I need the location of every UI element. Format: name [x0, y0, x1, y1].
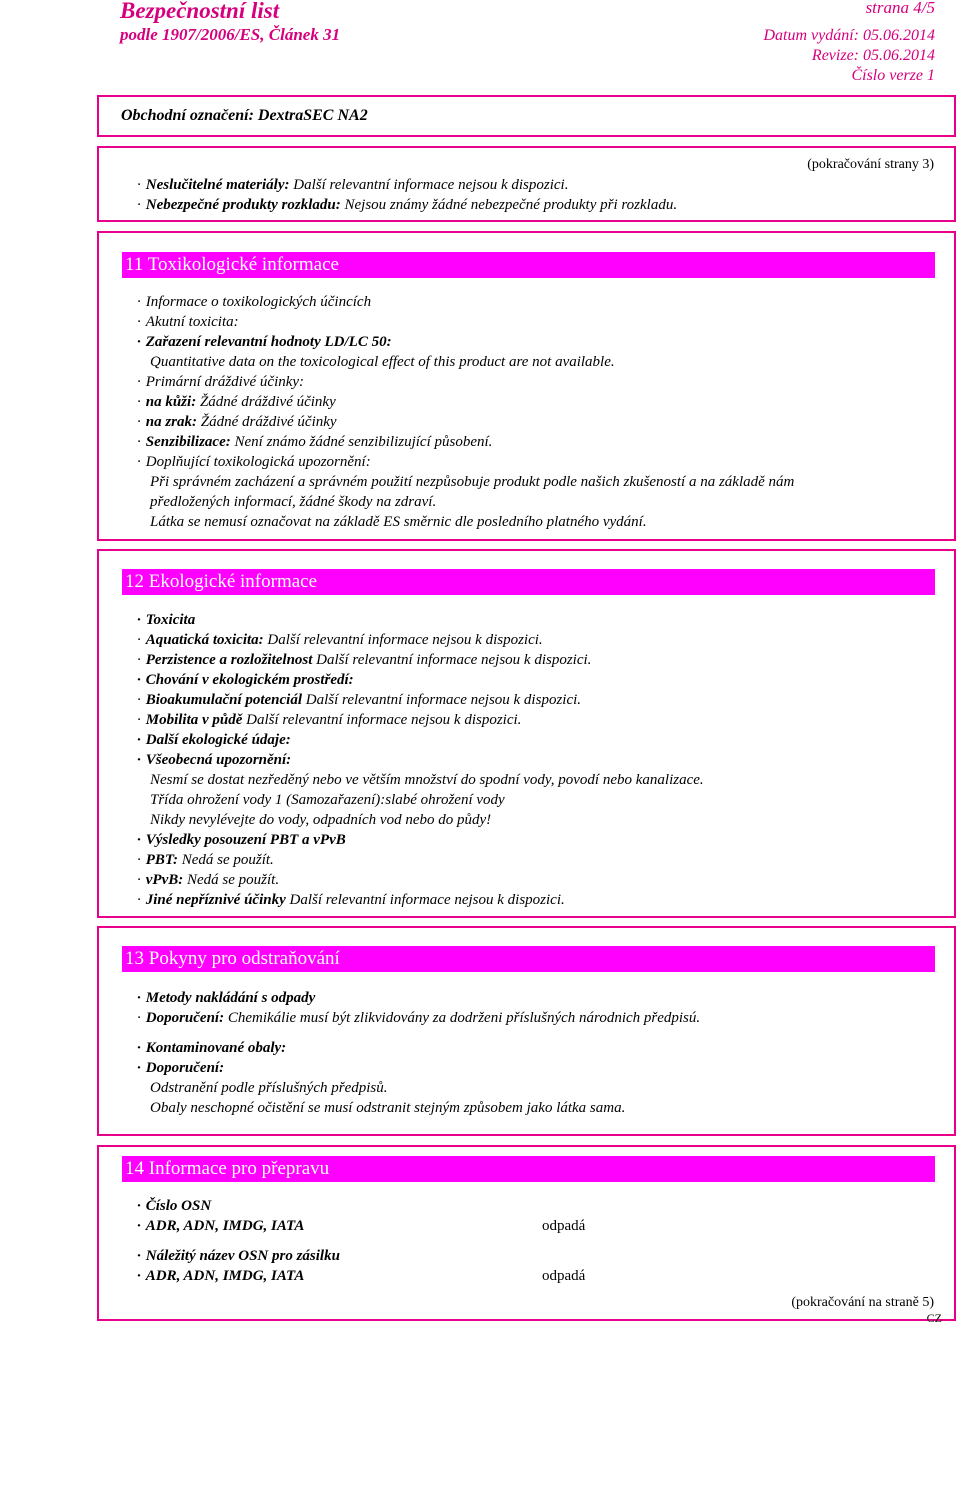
- pbt-vpvb-heading: · Výsledky posouzení PBT a vPvB: [137, 830, 346, 850]
- eye-line: · na zrak: Žádné dráždivé účinky: [137, 412, 337, 432]
- shipping-name-value: odpadá: [542, 1268, 586, 1284]
- general-notes-text-2: Třída ohrožení vody 1 (Samozařazení):slabé ohrožení vody: [150, 792, 505, 808]
- skin-line: · na kůži: Žádné dráždivé účinky: [137, 392, 336, 412]
- general-notes-text-1: Nesmí se dostat nezředěný nebo ve větším množství do spodní vody, povodí nebo kanalizace.: [150, 772, 704, 788]
- section-11-title: 11 Toxikologické informace: [122, 252, 935, 278]
- section-13-title: 13 Pokyny pro odstraňování: [122, 946, 935, 972]
- additional-tox-text-2: předložených informací, žádné škody na zdraví.: [150, 494, 437, 510]
- continuation-box: [97, 146, 956, 222]
- general-notes-heading: · Všeobecná upozornění:: [137, 750, 291, 770]
- shipping-name-heading: · Náležitý název OSN pro zásilku: [137, 1246, 340, 1266]
- pbt-line: · PBT: Nedá se použít.: [137, 850, 274, 870]
- section-12: [97, 549, 956, 918]
- section-13: [97, 926, 956, 1136]
- vpvb-line: · vPvB: Nedá se použít.: [137, 870, 279, 890]
- persistence-line: · Perzistence a rozložitelnost Další relevantní informace nejsou k dispozici.: [137, 650, 591, 670]
- continued-on-note: (pokračování na straně 5): [791, 1295, 934, 1310]
- quantitative-data-text: Quantitative data on the toxicological effect of this product are not available.: [150, 354, 615, 370]
- additional-tox-text-1: Při správném zacházení a správném použití nezpůsobuje produkt podle našich zkušeností a na základě nám: [150, 474, 795, 490]
- recommendation-line: · Doporučení: Chemikálie musí být zlikvidovány za dodrženi příslušných národnich předpisú.: [137, 1008, 700, 1028]
- additional-tox-heading: · Doplňující toxikologická upozornění:: [137, 452, 371, 472]
- document-subtitle: podle 1907/2006/ES, Článek 31: [120, 25, 341, 44]
- continued-from-note: (pokračování strany 3): [807, 157, 934, 172]
- page-number: strana 4/5: [865, 0, 935, 17]
- additional-tox-text-3: Látka se nemusí označovat na základě ES směrnic dle posledního platného vydání.: [150, 514, 647, 530]
- waste-methods-heading: · Metody nakládání s odpady: [137, 988, 315, 1008]
- issue-date: Datum vydání: 05.06.2014: [763, 27, 935, 44]
- un-number-value: odpadá: [542, 1218, 586, 1234]
- packaging-recommendation-heading: · Doporučení:: [137, 1058, 224, 1078]
- incompatible-materials-line: · Neslučitelné materiály: Další relevantní informace nejsou k dispozici.: [137, 175, 568, 195]
- section-14: [97, 1145, 956, 1321]
- section-12-title: 12 Ekologické informace: [122, 569, 935, 595]
- trade-name: Obchodní označení: DextraSEC NA2: [121, 107, 368, 124]
- shipping-name-transport-label: · ADR, ADN, IMDG, IATA: [137, 1266, 304, 1286]
- sensitization-line: · Senzibilizace: Není známo žádné senzibilizující působení.: [137, 432, 492, 452]
- tox-effects-heading: · Informace o toxikologických účincích: [137, 292, 371, 312]
- packaging-text-2: Obaly neschopné očistění se musí odstranit stejným způsobem jako látka sama.: [150, 1100, 626, 1116]
- version-number: Číslo verze 1: [851, 67, 935, 84]
- other-eco-heading: · Další ekologické údaje:: [137, 730, 291, 750]
- packaging-text-1: Odstranění podle příslušných předpisů.: [150, 1080, 388, 1096]
- acute-toxicity-heading: · Akutní toxicita:: [137, 312, 239, 332]
- un-number-heading: · Číslo OSN: [137, 1196, 211, 1216]
- primary-irritant-heading: · Primární dráždivé účinky:: [137, 372, 304, 392]
- contaminated-packaging-heading: · Kontaminované obaly:: [137, 1038, 286, 1058]
- document-title: Bezpečnostní list: [120, 0, 280, 23]
- section-11: [97, 231, 956, 541]
- toxicity-heading: · Toxicita: [137, 610, 195, 630]
- revision-date: Revize: 05.06.2014: [811, 47, 935, 64]
- bioaccumulation-line: · Bioakumulační potenciál Další relevantní informace nejsou k dispozici.: [137, 690, 581, 710]
- un-number-transport-label: · ADR, ADN, IMDG, IATA: [137, 1216, 304, 1236]
- ld-lc50-heading: · Zařazení relevantní hodnoty LD/LC 50:: [137, 332, 392, 352]
- language-code: CZ: [926, 1311, 942, 1325]
- other-adverse-effects-line: · Jiné nepříznivé účinky Další relevantní informace nejsou k dispozici.: [137, 890, 565, 910]
- mobility-line: · Mobilita v půdě Další relevantní informace nejsou k dispozici.: [137, 710, 521, 730]
- section-14-title: 14 Informace pro přepravu: [122, 1156, 935, 1182]
- trade-name-box: [97, 95, 956, 137]
- aquatic-toxicity-line: · Aquatická toxicita: Další relevantní informace nejsou k dispozici.: [137, 630, 543, 650]
- general-notes-text-3: Nikdy nevylévejte do vody, odpadních vod nebo do půdy!: [150, 812, 492, 828]
- decomposition-products-line: · Nebezpečné produkty rozkladu: Nejsou známy žádné nebezpečné produkty při rozkladu.: [137, 195, 677, 215]
- environment-behaviour-heading: · Chování v ekologickém prostředí:: [137, 670, 354, 690]
